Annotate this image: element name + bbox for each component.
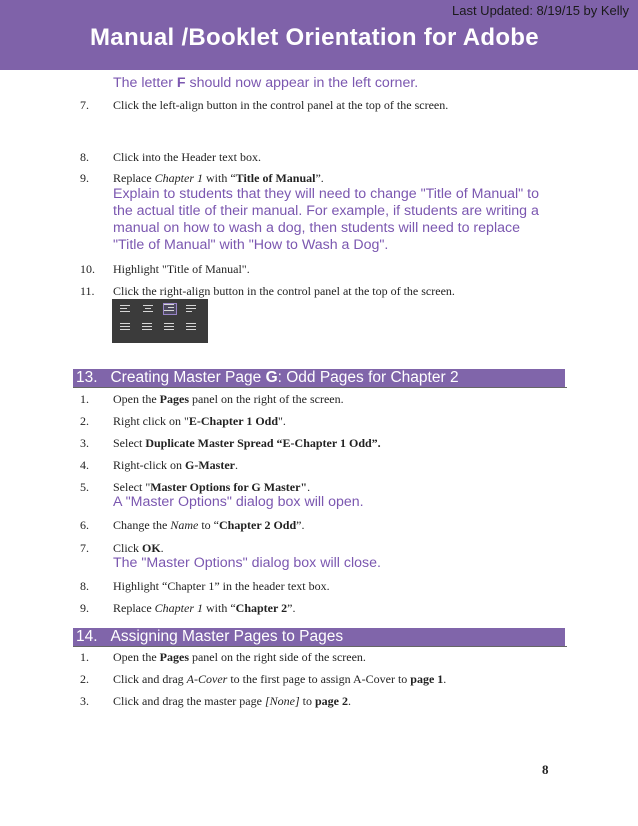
section-divider	[73, 387, 567, 388]
align-right-icon	[164, 304, 176, 314]
justify-all-icon	[186, 323, 198, 333]
note-explain: Explain to students that they will need to change "Title of Manual" to the actual title of their manual. For example, if students are writing a manual on how to wash a dog, then students will need to replace "Title of Manual" with "How to Wash a Dog".	[113, 186, 539, 253]
note-dialog-open: A "Master Options" dialog box will open.	[113, 494, 364, 510]
note-dialog-close: The "Master Options" dialog box will close.	[113, 555, 381, 571]
last-updated: Last Updated: 8/19/15 by Kelly	[452, 4, 630, 18]
section-14-heading: 14. Assigning Master Pages to Pages	[73, 628, 565, 646]
alignment-toolbar-image	[112, 299, 208, 343]
justify-center-icon	[142, 323, 154, 333]
header-banner	[0, 0, 638, 70]
page-title: Manual /Booklet Orientation for Adobe	[90, 24, 539, 51]
section-13-heading: 13. Creating Master Page G: Odd Pages for Chapter 2	[73, 369, 565, 387]
note-letter-f: The letter F should now appear in the left corner.	[113, 75, 419, 91]
justify-right-icon	[164, 323, 176, 333]
justify-left-icon	[120, 323, 132, 333]
section-divider	[73, 646, 567, 647]
justify-icon	[186, 305, 198, 315]
page-number: 8	[542, 762, 549, 777]
align-left-icon	[120, 305, 132, 315]
align-center-icon	[142, 305, 154, 315]
